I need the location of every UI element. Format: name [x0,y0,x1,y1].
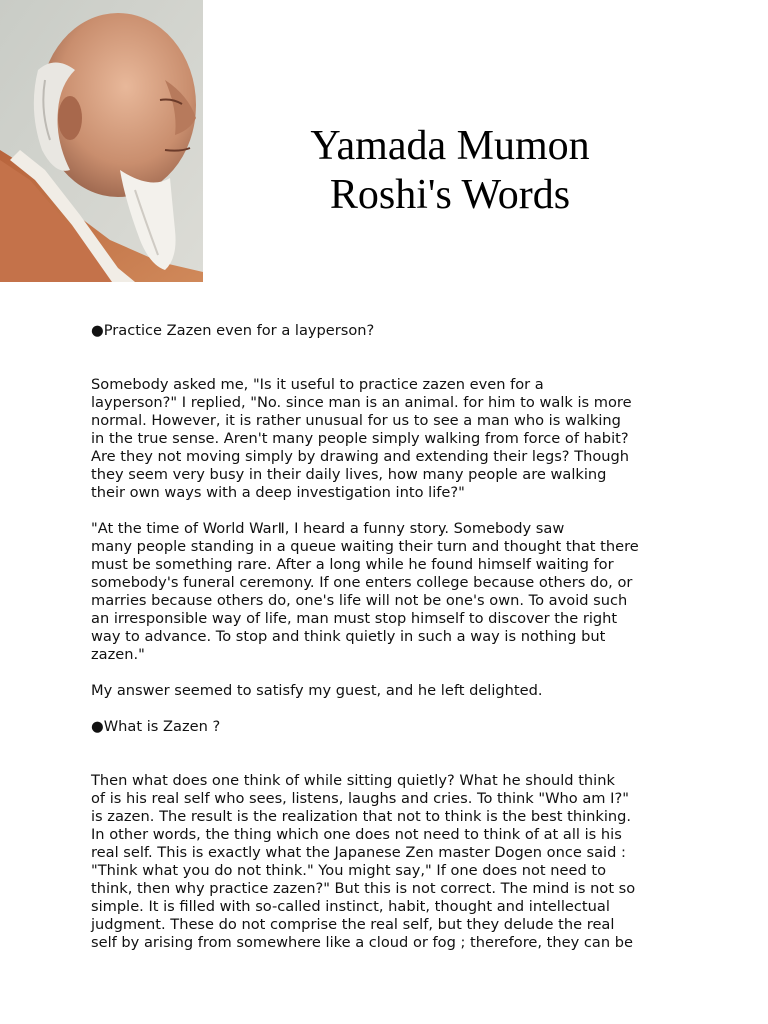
text-line: their own ways with a deep investigation into life?" [91,484,465,501]
text-line: is zazen. The result is the realization that not to think is the best thinking. [91,808,632,825]
text-line: My answer seemed to satisfy my guest, and he left delighted. [91,682,543,699]
section-heading-practice: ●Practice Zazen even for a layperson? [91,322,375,339]
text-line: many people standing in a queue waiting their turn and thought that there [91,538,639,555]
title-line-1: Yamada Mumon [310,123,590,169]
text-line: zazen." [91,646,145,663]
paragraph [91,376,691,502]
text-line: Somebody asked me, "Is it useful to practice zazen even for a [91,376,544,393]
text-line: simple. It is filled with so-called instinct, habit, thought and intellectual [91,898,610,915]
text-line: they seem very busy in their daily lives, how many people are walking [91,466,607,483]
text-line: layperson?" I replied, "No. since man is an animal. for him to walk is more [91,394,632,411]
article-body [91,322,691,970]
paragraph [91,520,691,664]
text-line: an irresponsible way of life, man must stop himself to discover the right [91,610,618,627]
text-line: must be something rare. After a long while he found himself waiting for [91,556,614,573]
text-line: in the true sense. Aren't many people simply walking from force of habit? [91,430,629,447]
text-line: think, then why practice zazen?" But this is not correct. The mind is not so [91,880,636,897]
text-line: self by arising from somewhere like a cloud or fog ; therefore, they can be [91,934,633,951]
text-line: judgment. These do not comprise the real self, but they delude the real [91,916,615,933]
text-line: marries because others do, one's life will not be one's own. To avoid such [91,592,628,609]
paragraph [91,682,691,700]
section-heading-what-is-zazen: ●What is Zazen ? [91,718,221,735]
paragraph [91,772,691,952]
text-line: somebody's funeral ceremony. If one enters college because others do, or [91,574,633,591]
text-line: Are they not moving simply by drawing and extending their legs? Though [91,448,630,465]
text-line: real self. This is exactly what the Japanese Zen master Dogen once said : [91,844,626,861]
title-line-2: Roshi's Words [329,172,571,218]
text-line: "At the time of World WarⅡ, I heard a funny story. Somebody saw [91,520,565,537]
text-line: In other words, the thing which one does not need to think of at all is his [91,826,622,843]
page-title [250,122,650,220]
text-line: Then what does one think of while sitting quietly? What he should think [91,772,615,789]
portrait-photo [0,0,203,282]
text-line: of is his real self who sees, listens, laughs and cries. To think "Who am I?" [91,790,629,807]
text-line: "Think what you do not think." You might say," If one does not need to [91,862,606,879]
text-line: way to advance. To stop and think quietly in such a way is nothing but [91,628,606,645]
text-line: normal. However, it is rather unusual for us to see a man who is walking [91,412,621,429]
